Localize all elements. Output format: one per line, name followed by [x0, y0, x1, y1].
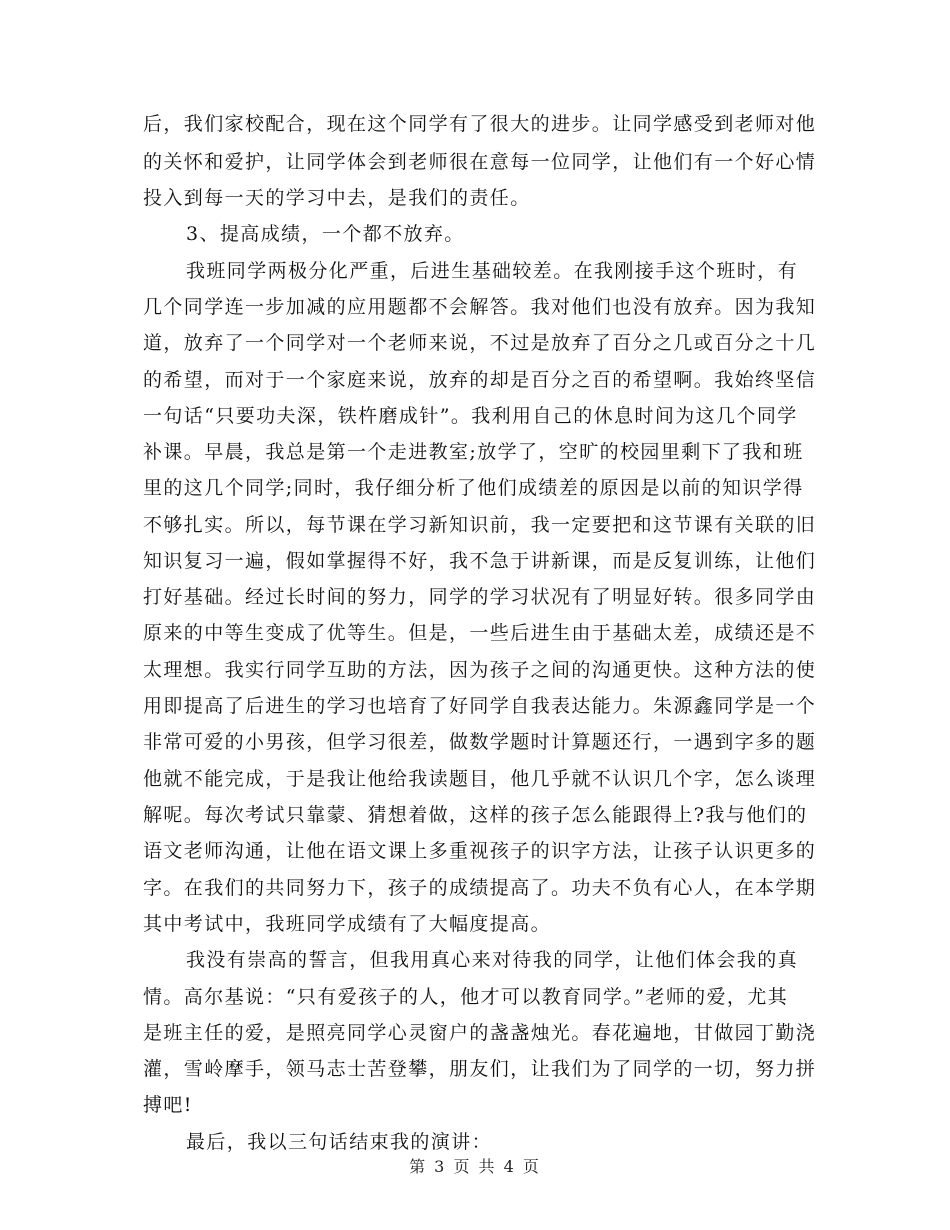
- text-line: 我没有崇高的誓言，但我用真心来对待我的同学，让他们体会我的真: [186, 949, 799, 971]
- text-line: 情。高尔基说：“只有爱孩子的人，他才可以教育同学。”老师的爱，尤其: [143, 986, 789, 1008]
- text-line: 原来的中等生变成了优等生。但是，一些后进生由于基础太差，成绩还是不: [143, 622, 817, 644]
- text-line: 一句话“只要功夫深，铁杵磨成针”。我利用自己的休息时间为这几个同学: [143, 405, 798, 427]
- text-line: 最后，我以三句话结束我的演讲：: [186, 1131, 493, 1153]
- text-line: 知识复习一遍，假如掌握得不好，我不急于讲新课，而是反复训练，让他们: [143, 550, 817, 572]
- text-line: 非常可爱的小男孩，但学习很差，做数学题时计算题还行，一遇到字多的题: [143, 731, 817, 753]
- text-line: 投入到每一天的学习中去，是我们的责任。: [143, 187, 531, 209]
- text-line: 灌，雪岭摩手，领马志士苦登攀，朋友们，让我们为了同学的一切，努力拼: [143, 1058, 817, 1080]
- text-line: 搏吧!: [143, 1094, 193, 1116]
- text-line: 他就不能完成，于是我让他给我读题目，他几乎就不认识几个字，怎么谈理: [143, 768, 817, 790]
- text-line: 不够扎实。所以，每节课在学习新知识前，我一定要把和这节课有关联的旧: [143, 514, 817, 536]
- page-number-footer: 第 3 页 共 4 页: [409, 1157, 541, 1176]
- text-line: 后，我们家校配合，现在这个同学有了很大的进步。让同学感受到老师对他: [143, 113, 817, 135]
- text-line: 打好基础。经过长时间的努力，同学的学习状况有了明显好转。很多同学由: [143, 586, 817, 608]
- text-line: 语文老师沟通，让他在语文课上多重视孩子的识字方法，让孩子认识更多的: [143, 840, 817, 862]
- text-line: 的希望，而对于一个家庭来说，放弃的却是百分之百的希望啊。我始终坚信: [143, 369, 817, 391]
- section-heading: 3、提高成绩，一个都不放弃。: [186, 223, 465, 245]
- text-line: 字。在我们的共同努力下，孩子的成绩提高了。功夫不负有心人，在本学期: [143, 877, 817, 899]
- text-line: 道，放弃了一个同学对一个老师来说，不过是放弃了百分之几或百分之十几: [143, 332, 817, 354]
- text-line: 几个同学连一步加减的应用题都不会解答。我对他们也没有放弃。因为我知: [143, 296, 817, 318]
- text-line: 的关怀和爱护，让同学体会到老师很在意每一位同学，让他们有一个好心情: [143, 151, 817, 173]
- text-line: 解呢。每次考试只靠蒙、猜想着做，这样的孩子怎么能跟得上?我与他们的: [143, 804, 808, 826]
- text-line: 我班同学两极分化严重，后进生基础较差。在我刚接手这个班时，有: [186, 260, 799, 282]
- text-line: 里的这几个同学;同时，我仔细分析了他们成绩差的原因是以前的知识学得: [143, 477, 804, 499]
- text-line: 补课。早晨，我总是第一个走进教室;放学了，空旷的校园里剩下了我和班: [143, 441, 804, 463]
- text-line: 其中考试中，我班同学成绩有了大幅度提高。: [143, 913, 552, 935]
- text-line: 用即提高了后进生的学习也培育了好同学自我表达能力。朱源鑫同学是一个: [143, 695, 817, 717]
- text-line: 是班主任的爱，是照亮同学心灵窗户的盏盏烛光。春花遍地，甘做园丁勤浇: [143, 1022, 817, 1044]
- text-line: 太理想。我实行同学互助的方法，因为孩子之间的沟通更快。这种方法的使: [143, 659, 817, 681]
